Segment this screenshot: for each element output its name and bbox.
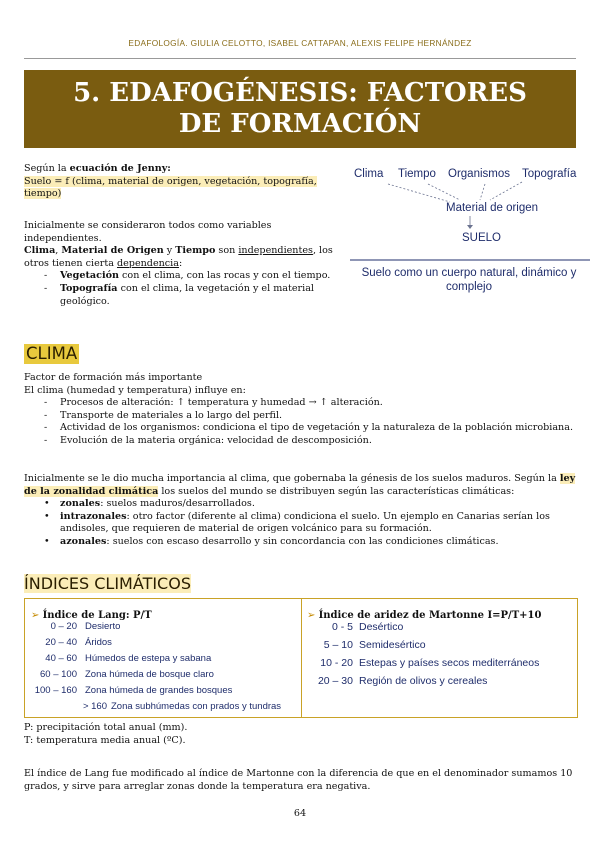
factor-organismos: Organismos — [448, 168, 510, 180]
lang-desc: Áridos — [85, 637, 112, 648]
clima-body — [24, 372, 576, 448]
clima-influence-list — [24, 397, 576, 447]
list-item: - Topografía con el clima, la vegetación y el material geológico. — [24, 283, 344, 308]
lang-range: 40 – 60 — [45, 653, 77, 664]
lang-range: 20 – 40 — [45, 637, 77, 648]
lang-index-title: ➢ Índice de Lang: P/T — [31, 610, 152, 621]
box-divider — [301, 599, 302, 717]
list-item: - Evolución de la materia orgánica: velocidad de descomposición. — [24, 435, 576, 448]
jenny-equation-label: ecuación de Jenny: — [69, 163, 171, 174]
running-header: EDAFOLOGÍA. GIULIA CELOTTO, ISABEL CATTAPAN, ALEXIS FELIPE HERNÁNDEZ — [128, 38, 472, 48]
lang-desc: Zona húmeda de bosque claro — [85, 669, 214, 680]
soil-factors-diagram — [350, 168, 590, 298]
jenny-formula-line1: Suelo = f (clima, material de origen, vegetación, topografía, — [24, 175, 317, 187]
index-notes — [24, 722, 576, 747]
jenny-formula-line2: tiempo) — [24, 188, 62, 200]
clima-line1: Factor de formación más importante — [24, 372, 203, 383]
note-precipitation: P: precipitación total anual (mm). — [24, 722, 188, 733]
independence-line1: Inicialmente se consideraron todos como variables — [24, 220, 272, 231]
chapter-banner — [24, 70, 576, 148]
diagram-caption: Suelo como un cuerpo natural, dinámico y complejo — [361, 267, 577, 293]
dependence-line1: Clima, Material de Origen y Tiempo son independientes, los — [24, 245, 333, 257]
martonne-desc: Región de olivos y cereales — [359, 675, 488, 687]
martonne-index-title: ➢ Índice de aridez de Martonne I=P/T+10 — [307, 610, 542, 621]
lang-range: > 160 — [82, 701, 107, 712]
zonalidad-list — [24, 498, 576, 548]
factor-clima: Clima — [354, 168, 384, 180]
martonne-range: 0 - 5 — [331, 621, 353, 633]
climatic-indices-box — [24, 598, 578, 718]
lang-range: 60 – 100 — [40, 669, 77, 680]
martonne-range: 5 – 10 — [323, 639, 353, 651]
header-rule — [24, 58, 576, 59]
chapter-title: 5. EDAFOGÉNESIS: FACTORES DE FORMACIÓN — [73, 78, 527, 139]
independence-paragraph — [24, 220, 344, 308]
factor-material-origen: Material de origen — [446, 202, 539, 214]
clima-line2: El clima (humedad y temperatura) influye en: — [24, 384, 246, 396]
independence-line2: independientes. — [24, 232, 102, 244]
factor-topografia: Topografía — [522, 168, 577, 180]
dependence-line2: otros tienen cierta dependencia: — [24, 257, 183, 269]
lang-desc: Zona subhúmedas con prados y tundras — [111, 701, 282, 712]
dependence-list — [24, 270, 344, 308]
list-item: - Transporte de materiales a lo largo del perfil. — [24, 410, 576, 423]
page-number: 64 — [293, 808, 307, 819]
diagram-connectors — [350, 168, 590, 264]
jenny-equation-block — [24, 163, 334, 201]
martonne-range: 20 – 30 — [317, 675, 353, 687]
lang-desc: Húmedos de estepa y sabana — [85, 653, 212, 664]
list-item: - Procesos de alteración: ↑ temperatura y humedad → ↑ alteración. — [24, 397, 576, 410]
note-temperature: T: temperatura media anual (ºC). — [24, 734, 186, 746]
diagram-suelo: SUELO — [462, 232, 501, 244]
index-final-paragraph: El índice de Lang fue modificado al índice de Martonne con la diferencia de que en el denominador sumamos 10 grados, y sirve para arreglar zonas donde la temperatura era negativa. — [24, 768, 573, 792]
list-item: • intrazonales: otro factor (diferente al clima) condiciona el suelo. Un ejemplo en Canarias serían los andisoles, que requieren de material de origen volcánico para su formación. — [24, 511, 576, 536]
section-title-clima: CLIMA — [26, 344, 78, 363]
zonalidad-paragraph — [24, 473, 576, 549]
lang-desc: Desierto — [85, 621, 121, 632]
list-item: - Vegetación con el clima, con las rocas y con el tiempo. — [24, 270, 344, 283]
martonne-range: 10 - 20 — [320, 657, 353, 669]
zonalidad-intro: Inicialmente se le dio mucha importancia al clima, que gobernaba la génesis de los suelos maduros. Según la ley de la zonalidad climática los suelos del mundo se distribuyen según las características climáticas: — [24, 473, 576, 497]
lang-desc: Zona húmeda de grandes bosques — [85, 685, 233, 696]
list-item: - Actividad de los organismos: condiciona el tipo de vegetación y la naturaleza de la población microbiana. — [24, 422, 576, 435]
factor-tiempo: Tiempo — [398, 168, 436, 180]
section-title-indices: ÍNDICES CLIMÁTICOS — [24, 574, 191, 593]
list-item: • zonales: suelos maduros/desarrollados. — [24, 498, 576, 511]
martonne-desc: Desértico — [359, 621, 404, 633]
lang-range: 100 – 160 — [34, 685, 77, 696]
martonne-desc: Semidesértico — [359, 639, 426, 651]
lang-range: 0 – 20 — [50, 621, 77, 632]
jenny-intro-text: Según la — [24, 163, 70, 174]
martonne-desc: Estepas y países secos mediterráneos — [359, 657, 540, 669]
list-item: • azonales: suelos con escaso desarrollo y sin concordancia con las condiciones climáticas. — [24, 536, 576, 549]
